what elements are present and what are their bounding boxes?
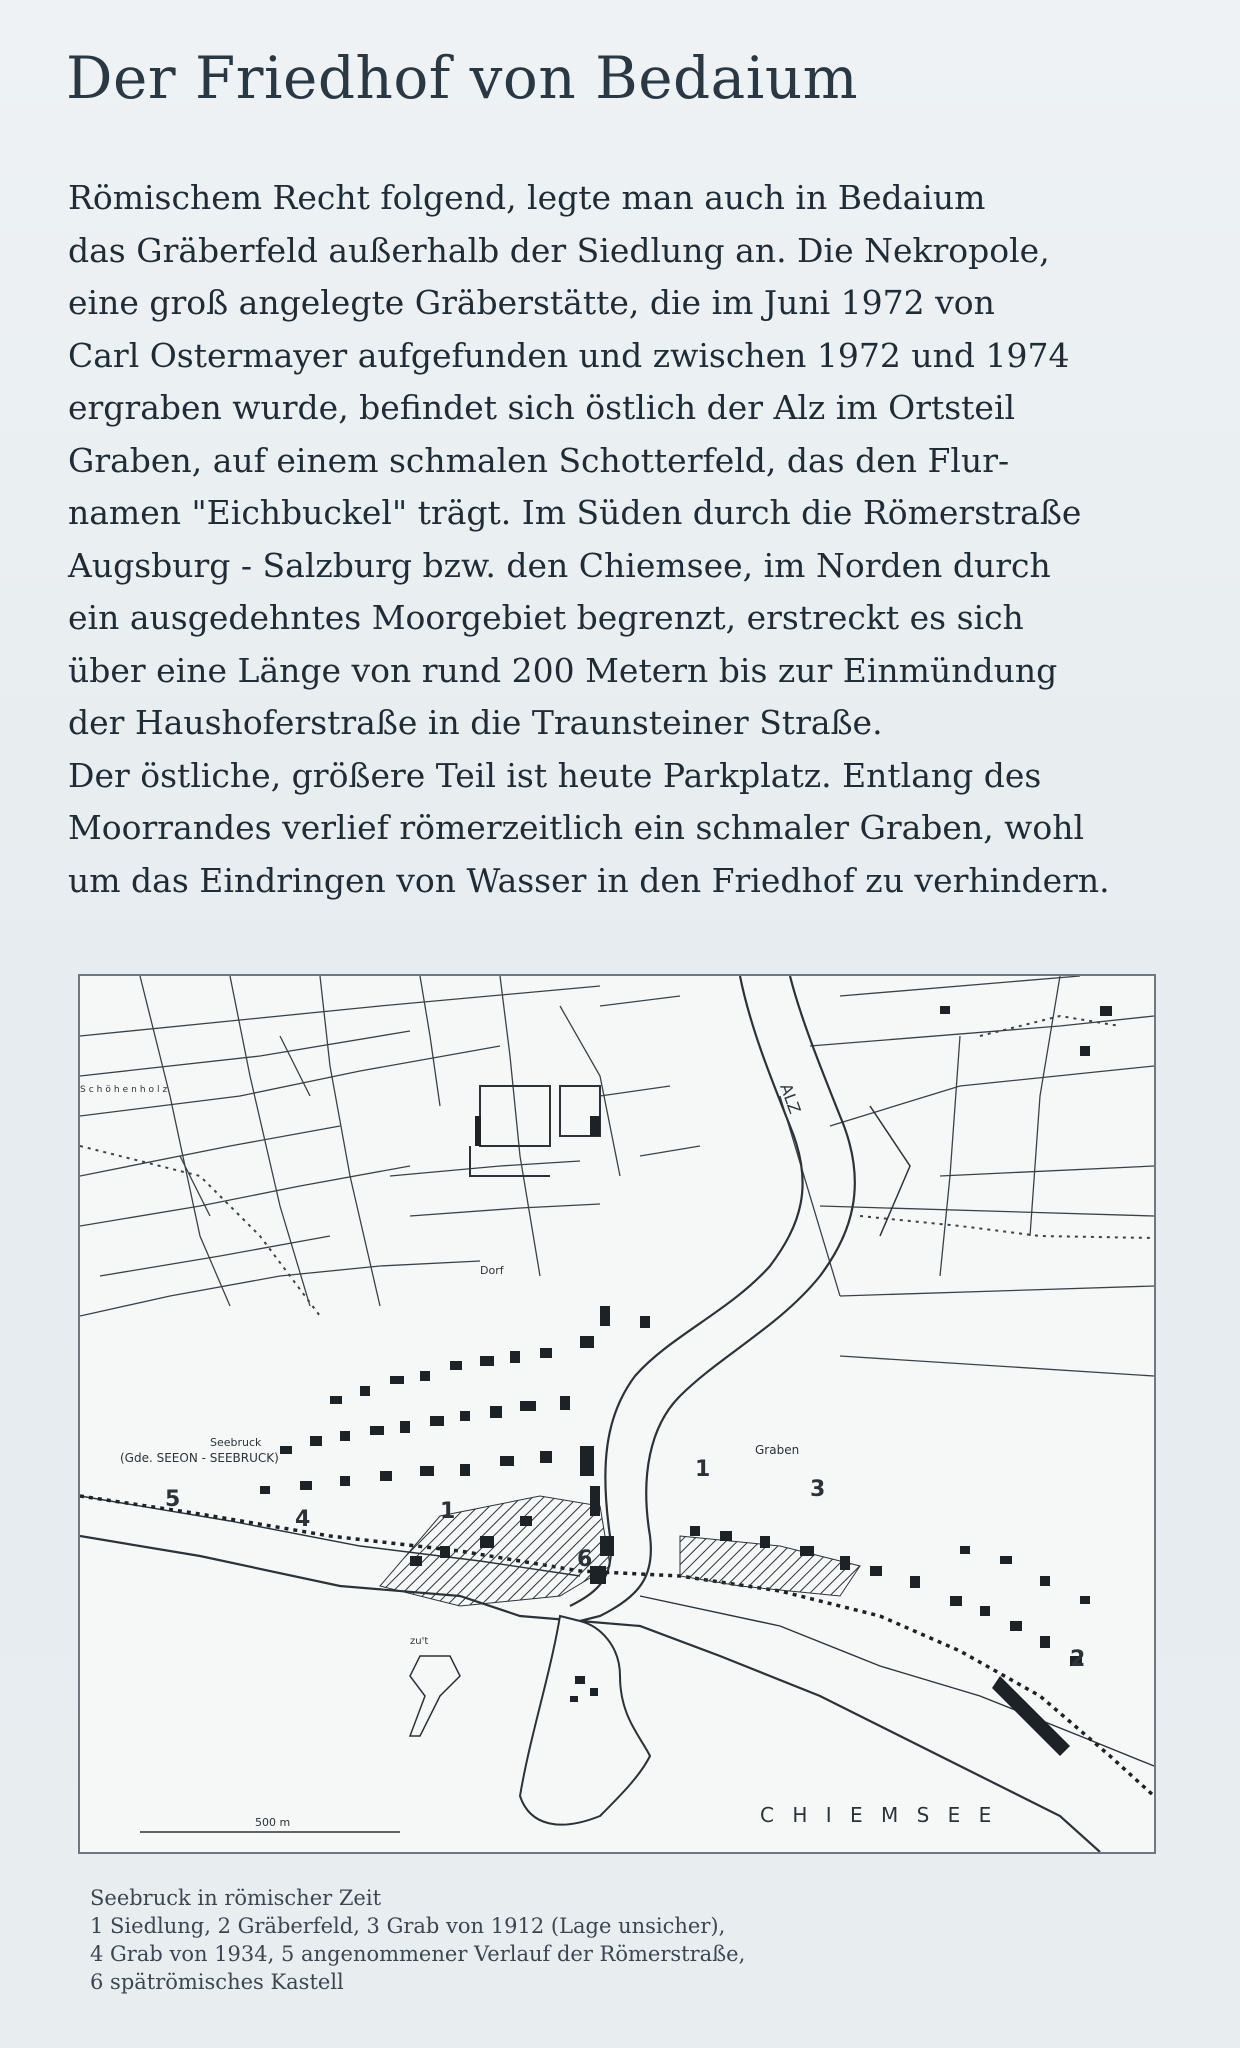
marker-1-graben: 1 (695, 1457, 711, 1482)
field-parcels (80, 976, 1154, 1376)
body-line: das Gräberfeld außerhalb der Siedlung an. Die Nekropole, (68, 230, 1050, 270)
river-bank-east (580, 976, 855, 1621)
building-complex (470, 1086, 600, 1176)
body-line: ergraben wurde, befindet sich östlich der Alz im Ortsteil (68, 388, 1016, 427)
river-label: ALZ (776, 1080, 805, 1117)
river-branch (870, 1106, 910, 1236)
town-label: Seebruck (210, 1436, 262, 1449)
map-drawing (80, 976, 1154, 1852)
historic-map (78, 974, 1156, 1854)
caption-line: 6 spätrömisches Kastell (90, 1970, 344, 1994)
body-line: Augsburg - Salzburg bzw. den Chiemsee, im Norden durch (68, 545, 1051, 585)
body-line: Carl Ostermayer aufgefunden und zwischen 1972 und 1974 (68, 335, 1070, 375)
caption-line: 4 Grab von 1934, 5 angenommener Verlauf der Römerstraße, (90, 1942, 746, 1966)
lake-label: C H I E M S E E (760, 1803, 998, 1827)
body-line: der Haushoferstraße in die Traunsteiner Straße. (68, 703, 883, 742)
pier-label: zu't (410, 1636, 429, 1647)
dotted-paths (80, 1016, 1154, 1316)
body-line: Der östliche, größere Teil ist heute Parkplatz. Entlang des (68, 755, 1042, 795)
caption-line: 1 Siedlung, 2 Gräberfeld, 3 Grab von 1912 (Lage unsicher), (90, 1914, 726, 1938)
marker-1-settlement: 1 (440, 1499, 456, 1524)
pier (410, 1656, 460, 1736)
body-line: Graben, auf einem schmalen Schotterfeld, das den Flur- (68, 440, 1010, 480)
marker-3-grave-1912: 3 (810, 1477, 826, 1502)
marker-2-cemetery: 2 (1070, 1647, 1086, 1672)
body-line: Moorrandes verlief römerzeitlich ein schmaler Graben, wohl (68, 808, 1085, 847)
marker-4-grave-1934: 4 (295, 1507, 311, 1532)
body-text (68, 172, 1188, 907)
body-line: Römischem Recht folgend, legte man auch in Bedaium (68, 178, 986, 217)
marker-6-castellum: 6 (577, 1547, 593, 1572)
body-line: eine groß angelegte Gräberstätte, die im Juni 1972 von (68, 283, 995, 322)
district-label: Graben (755, 1443, 800, 1457)
body-line: ein ausgedehntes Moorgebiet begrenzt, erstreckt es sich (68, 598, 1024, 637)
marker-5-roman-road: 5 (165, 1487, 181, 1512)
village-label: Dorf (480, 1264, 504, 1277)
graben-road (640, 1596, 1154, 1766)
caption-title: Seebruck in römischer Zeit (90, 1886, 382, 1910)
body-line: über eine Länge von rund 200 Metern bis zur Einmündung (68, 650, 1058, 690)
cemetery-block (992, 1676, 1070, 1756)
scale-label: 500 m (255, 1816, 291, 1829)
river-bank-west (570, 976, 803, 1606)
field-label: Schöhenholz (80, 1085, 171, 1095)
peninsula (520, 1616, 650, 1825)
municipality-label: (Gde. SEEON - SEEBRUCK) (120, 1451, 279, 1465)
body-line: um das Eindringen von Wasser in den Friedhof zu verhindern. (68, 860, 1110, 900)
body-line: namen "Eichbuckel" trägt. Im Süden durch die Römerstraße (68, 493, 1082, 532)
settlement-area (380, 1496, 610, 1606)
page-title: Der Friedhof von Bedaium (66, 44, 859, 112)
map-caption (90, 1884, 1090, 1996)
